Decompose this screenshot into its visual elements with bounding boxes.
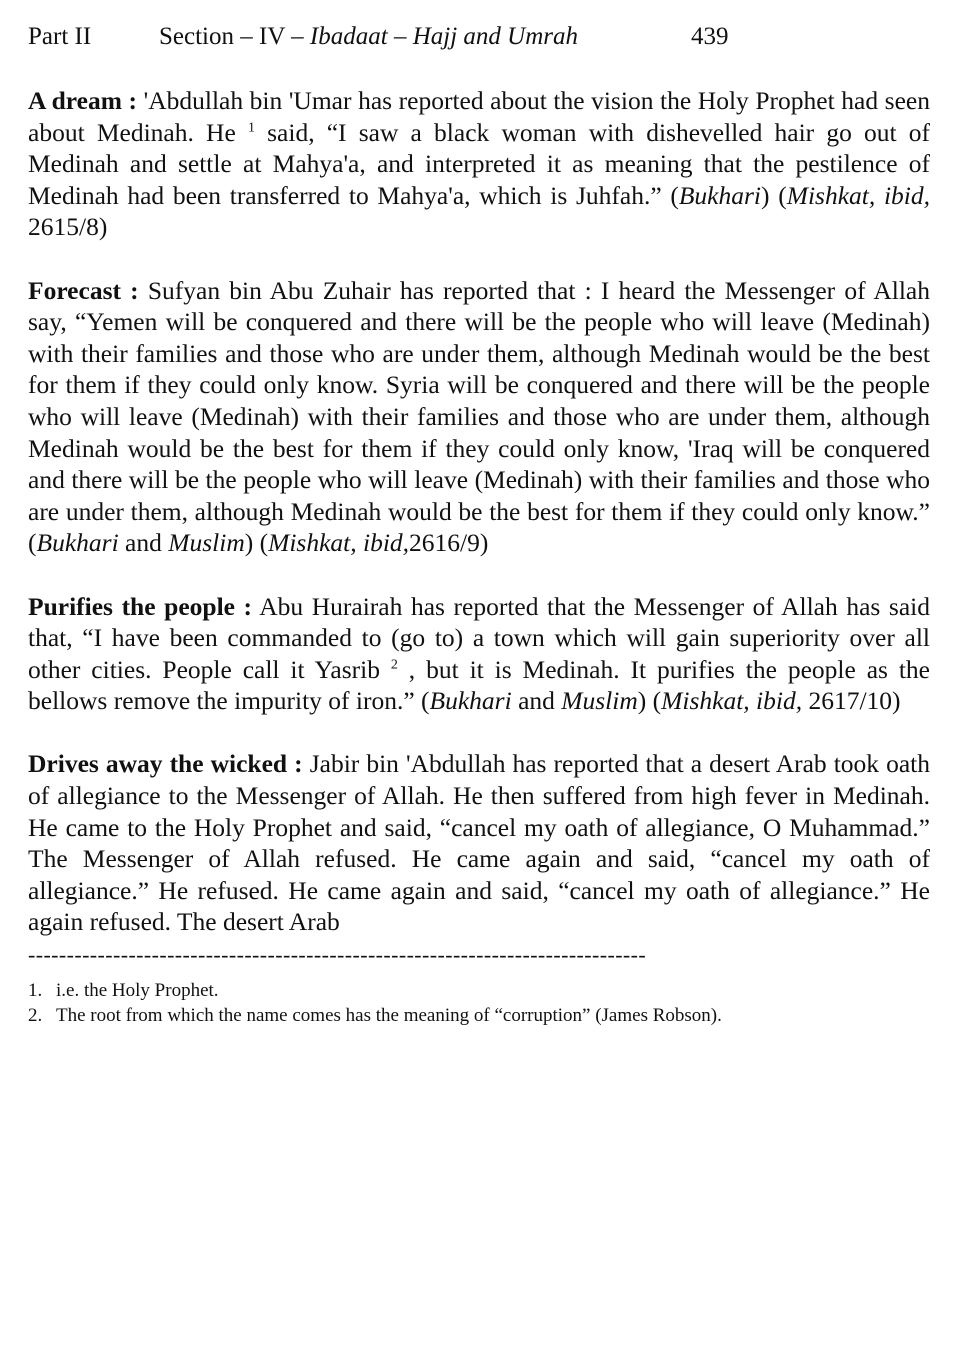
page-header [28,20,928,54]
citation: Mishkat, ibid, [786,180,931,210]
section-name: Ibadaat – Hajj and Umrah [309,23,578,50]
paragraph-text: Abu Hurairah has reported that the Messenger of Allah has said that, “I have been commanded to (go to) a town which will gain superiority over all other cities. People call it Yasrib [28,591,930,684]
citation: Mishkat, ibid, [268,528,410,558]
paragraph-text: ) ( [637,686,662,716]
page-number: 439 [691,23,729,50]
page-body [28,85,930,1029]
footnote-ref: 1 [247,120,255,136]
paragraph-text: 2615/8) [28,212,108,242]
paragraph-forecast [28,275,930,559]
footnote-separator: -------------------------------------------------------------------------------- [28,943,647,967]
paragraph-heading: Drives away the wicked : [28,749,303,779]
paragraph-heading: A dream : [28,86,138,115]
part-label: Part II [28,23,92,50]
citation: Bukhari [36,528,119,558]
footnote-item [28,978,930,1004]
paragraph-a-dream [28,85,930,243]
citation: Muslim [168,528,245,558]
citation: Mishkat, ibid, [661,686,803,716]
citation: Bukhari [429,686,512,716]
footnote-item [28,1003,930,1029]
paragraph-heading: Purifies the people : [28,591,253,621]
paragraph-text: Sufyan bin Abu Zuhair has reported that : I heard the Messenger of Allah say, “Yemen will be conquered and there will be the people who will leave (Medinah) with their families and those who are under them, although Medinah would be the best for them if they could only know. Syria will be conquered and there will be the people who will leave (Medinah) with their families and those who are under them, although Medinah would be the best for them if they could only know, 'Iraq will be conquered and there will be the people who will leave (Medinah) with their families and those who are under them, although Medinah would be the best for them if they could only know.” ( [28,275,930,558]
paragraph-text: 'Abdullah bin 'Umar has reported about the vision the Holy Prophet had seen about Medinah. He [28,86,930,147]
citation: Muslim [561,686,638,716]
footnotes [28,978,930,1029]
paragraph-text: said, “I saw a black woman with dishevelled hair go out of Medinah and settle at Mahya'a, and interpreted it as meaning that the pestilence of Medinah had been transferred to Mahya'a, which is Juhfah.” ( [28,117,931,210]
footnote-ref: 2 [390,657,398,673]
paragraph-text: and [118,528,169,558]
paragraph-purifies [28,591,930,717]
paragraph-heading: Forecast : [28,275,139,305]
paragraph-text: 2616/9) [409,528,489,558]
footnote-number: 1. [28,979,43,1001]
paragraph-text: Jabir bin 'Abdullah has reported that a desert Arab took oath of allegiance to the Messenger of Allah. He then suffered from high fever in Medinah. He came to the Holy Prophet and said, “cancel my oath of allegiance, O Muhammad.” The Messenger of Allah refused. He came again and said, “cancel my oath of allegiance.” He refused. He came again and said, “cancel my oath of allegiance.” He again refused. The desert Arab [28,749,931,937]
citation: Bukhari [678,180,762,210]
footnote-number: 2. [28,1005,43,1027]
paragraph-text: 2617/10) [802,686,901,716]
paragraph-text: ) ( [761,180,787,210]
section-prefix: Section – IV – [159,23,310,50]
footnote-text: i.e. the Holy Prophet. [56,979,219,1001]
paragraph-text: , but it is Medinah. It purifies the people as the bellows remove the impurity of iron.” ( [28,654,930,716]
paragraph-drives-away [28,748,930,938]
section-title [159,20,578,54]
paragraph-text: and [511,686,562,716]
paragraph-text: ) ( [244,528,269,558]
footnote-text: The root from which the name comes has the meaning of “corruption” (James Robson). [56,1005,722,1027]
